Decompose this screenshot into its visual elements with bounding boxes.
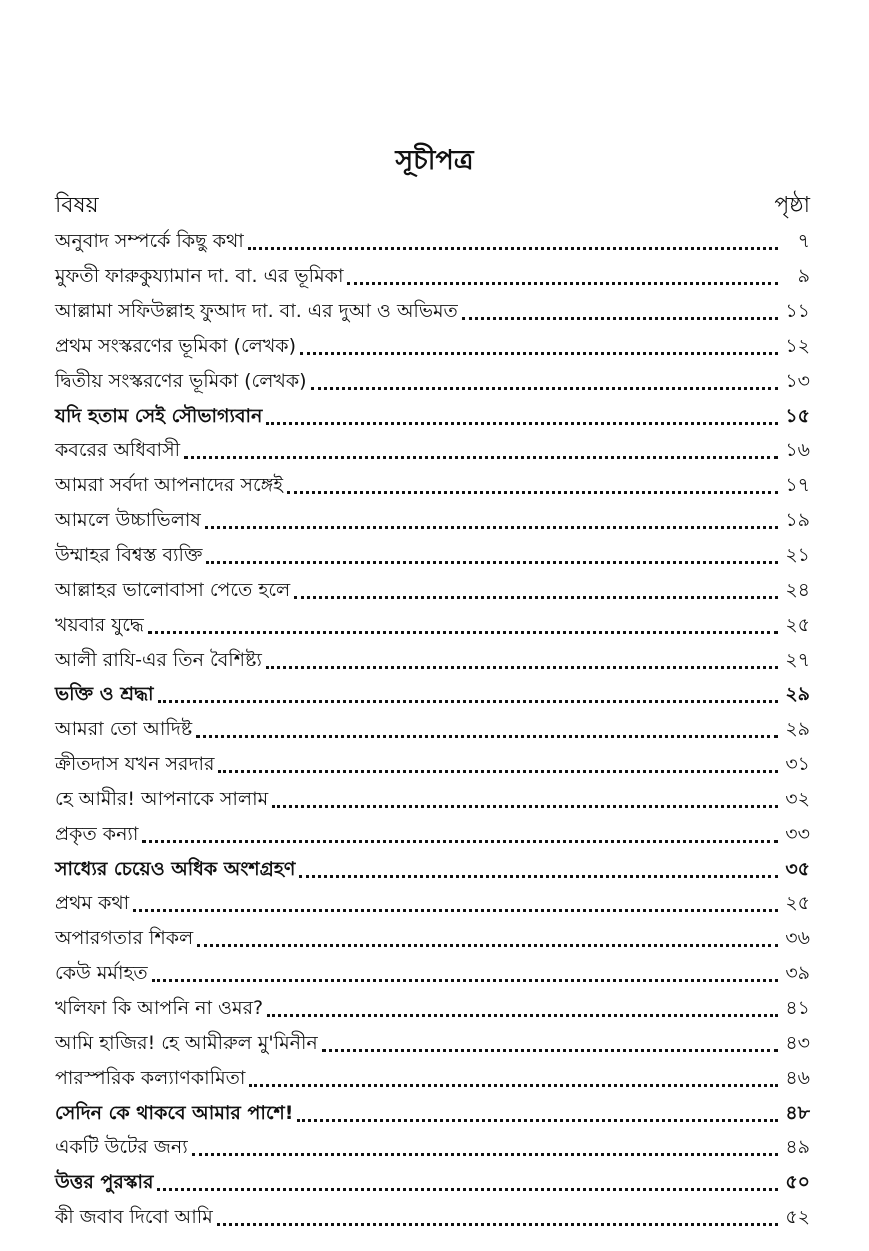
toc-entry-page-number: ৪৯ bbox=[785, 1136, 810, 1159]
toc-entry-title: হে আমীর! আপনাকে সালাম bbox=[55, 787, 269, 810]
toc-entry-title: আলী রাযি-এর তিন বৈশিষ্ট্য bbox=[55, 648, 262, 671]
dot-leader bbox=[249, 1083, 778, 1087]
toc-entry-title: যদি হতাম সেই সৌভাগ্যবান bbox=[55, 404, 263, 427]
toc-entry-page-number: ২১ bbox=[785, 544, 810, 567]
toc-entry bbox=[55, 888, 810, 923]
dot-leader bbox=[157, 1187, 778, 1191]
toc-entry bbox=[55, 714, 810, 749]
dot-leader bbox=[266, 665, 778, 669]
toc-entry-title: কেউ মর্মাহত bbox=[55, 962, 148, 985]
dot-leader bbox=[205, 525, 778, 529]
toc-entry-title: খয়বার যুদ্ধে bbox=[55, 613, 144, 636]
toc-entry bbox=[55, 679, 810, 714]
toc-entry-title: দ্বিতীয় সংস্করণের ভূমিকা (লেখক) bbox=[55, 369, 307, 392]
toc-entry bbox=[55, 400, 810, 435]
toc-entry-title: অপারগতার শিকল bbox=[55, 927, 194, 950]
toc-entry-page-number: ৩২ bbox=[785, 787, 810, 810]
toc-entry-page-number: ৩১ bbox=[785, 753, 810, 776]
toc-entry-title: আল্লামা সফিউল্লাহ ফুআদ দা. বা. এর দুআ ও অভিমত bbox=[55, 300, 458, 323]
toc-entry-title: উত্তর পুরস্কার bbox=[55, 1171, 154, 1194]
dot-leader bbox=[218, 769, 778, 773]
toc-entry bbox=[55, 1202, 810, 1237]
toc-entry bbox=[55, 1167, 810, 1202]
toc-entry bbox=[55, 1062, 810, 1097]
toc-entry-page-number: ৩৫ bbox=[785, 857, 810, 880]
dot-leader bbox=[248, 246, 778, 250]
toc-entry-page-number: ১৩ bbox=[785, 369, 810, 392]
toc-entry-page-number: ২৭ bbox=[785, 648, 810, 671]
toc-entry-page-number: ৫০ bbox=[785, 1171, 810, 1194]
toc-entry bbox=[55, 609, 810, 644]
toc-entry-title: প্রকৃত কন্যা bbox=[55, 822, 139, 845]
page-title: সূচীপত্র bbox=[395, 145, 474, 176]
dot-leader bbox=[142, 839, 778, 843]
dot-leader bbox=[192, 1152, 778, 1156]
toc-entry-page-number: ৪৩ bbox=[785, 1031, 810, 1054]
toc-entry bbox=[55, 470, 810, 505]
toc-entry-page-number: ২৯ bbox=[785, 683, 810, 706]
dot-leader bbox=[133, 908, 778, 912]
dot-leader bbox=[206, 560, 778, 564]
toc-entry bbox=[55, 1132, 810, 1167]
dot-leader bbox=[152, 978, 778, 982]
dot-leader bbox=[299, 874, 778, 878]
toc-entry-title: প্রথম কথা bbox=[55, 892, 130, 915]
toc-entry-page-number: ৪১ bbox=[785, 996, 810, 1019]
toc-entry-page-number: ৩৯ bbox=[785, 962, 810, 985]
toc-entry-title: মুফতী ফারুকুয্যামান দা. বা. এর ভূমিকা bbox=[55, 265, 344, 288]
toc-entry-title: সেদিন কে থাকবে আমার পাশে! bbox=[55, 1101, 294, 1124]
dot-leader bbox=[267, 1013, 778, 1017]
toc-entry-title: কবরের অধিবাসী bbox=[55, 439, 181, 462]
toc-entry-page-number: ৫২ bbox=[785, 1206, 810, 1229]
toc-entry-title: ভক্তি ও শ্রদ্ধা bbox=[55, 683, 154, 706]
dot-leader bbox=[311, 386, 778, 390]
dot-leader bbox=[297, 1118, 778, 1122]
toc-entry bbox=[55, 331, 810, 366]
toc-entry bbox=[55, 296, 810, 331]
toc-entry bbox=[55, 644, 810, 679]
dot-leader bbox=[300, 351, 778, 355]
toc-entry-title: পারস্পরিক কল্যাণকামিতা bbox=[55, 1066, 246, 1089]
toc-entry-page-number: ২৫ bbox=[785, 613, 810, 636]
toc-entry bbox=[55, 784, 810, 819]
dot-leader bbox=[184, 455, 778, 459]
toc-entry-title: একটি উটের জন্য bbox=[55, 1136, 188, 1159]
toc-entry bbox=[55, 365, 810, 400]
toc-entry-page-number: ২৪ bbox=[785, 578, 810, 601]
toc-entry-title: ক্রীতদাস যখন সরদার bbox=[55, 753, 215, 776]
toc-entry bbox=[55, 226, 810, 261]
dot-leader bbox=[158, 699, 778, 703]
page-column-label: পৃষ্ঠা bbox=[774, 192, 810, 218]
dot-leader bbox=[322, 1048, 778, 1052]
column-header bbox=[55, 190, 810, 222]
toc-entry-title: সাধ্যের চেয়েও অধিক অংশগ্রহণ bbox=[55, 857, 296, 880]
dot-leader bbox=[217, 1222, 778, 1226]
toc-entry-title: কী জবাব দিবো আমি bbox=[55, 1206, 213, 1229]
toc-entry-title: আমি হাজির! হে আমীরুল মু'মিনীন bbox=[55, 1031, 318, 1054]
toc-entry-title: প্রথম সংস্করণের ভূমিকা (লেখক) bbox=[55, 334, 297, 357]
toc-entry bbox=[55, 505, 810, 540]
toc-entry-title: অনুবাদ সম্পর্কে কিছু কথা bbox=[55, 230, 244, 253]
toc-entry bbox=[55, 749, 810, 784]
toc-entry bbox=[55, 261, 810, 296]
toc-entry bbox=[55, 818, 810, 853]
toc-entry-title: আল্লাহর ভালোবাসা পেতে হলে bbox=[55, 578, 291, 601]
toc-entry bbox=[55, 923, 810, 958]
dot-leader bbox=[272, 804, 778, 808]
toc-entry bbox=[55, 1097, 810, 1132]
dot-leader bbox=[196, 734, 778, 738]
table-of-contents bbox=[55, 226, 810, 1236]
toc-entry-page-number: ১৯ bbox=[785, 509, 810, 532]
toc-entry bbox=[55, 540, 810, 575]
toc-entry-page-number: ১২ bbox=[785, 334, 810, 357]
toc-entry-page-number: ৭ bbox=[797, 230, 810, 253]
toc-entry-page-number: ৪৮ bbox=[785, 1101, 810, 1124]
toc-entry bbox=[55, 574, 810, 609]
toc-entry-page-number: ১৭ bbox=[785, 474, 810, 497]
toc-entry-title: খলিফা কি আপনি না ওমর? bbox=[55, 996, 264, 1019]
dot-leader bbox=[148, 630, 778, 634]
toc-entry bbox=[55, 435, 810, 470]
dot-leader bbox=[287, 490, 778, 494]
toc-entry-title: আমরা তো আদিষ্ট bbox=[55, 718, 193, 741]
dot-leader bbox=[266, 421, 778, 425]
toc-entry-page-number: ২৫ bbox=[785, 892, 810, 915]
subject-column-label: বিষয় bbox=[55, 192, 99, 218]
toc-entry bbox=[55, 958, 810, 993]
toc-entry-page-number: ৯ bbox=[797, 265, 810, 288]
dot-leader bbox=[462, 316, 778, 320]
dot-leader bbox=[347, 281, 778, 285]
toc-entry-title: উম্মাহর বিশ্বস্ত ব্যক্তি bbox=[55, 544, 203, 567]
toc-entry bbox=[55, 993, 810, 1028]
dot-leader bbox=[197, 943, 778, 947]
toc-entry-page-number: ৪৬ bbox=[785, 1066, 810, 1089]
toc-entry-page-number: ৩৩ bbox=[785, 822, 810, 845]
toc-entry-page-number: ৩৬ bbox=[785, 927, 810, 950]
toc-entry-page-number: ১৬ bbox=[785, 439, 810, 462]
toc-entry-page-number: ২৯ bbox=[785, 718, 810, 741]
toc-entry-page-number: ১৫ bbox=[785, 404, 810, 427]
toc-entry bbox=[55, 853, 810, 888]
toc-entry-page-number: ১১ bbox=[785, 300, 810, 323]
toc-entry-title: আমলে উচ্চাভিলাষ bbox=[55, 509, 201, 532]
toc-entry-title: আমরা সর্বদা আপনাদের সঙ্গেই bbox=[55, 474, 284, 497]
toc-entry bbox=[55, 1027, 810, 1062]
dot-leader bbox=[294, 595, 778, 599]
